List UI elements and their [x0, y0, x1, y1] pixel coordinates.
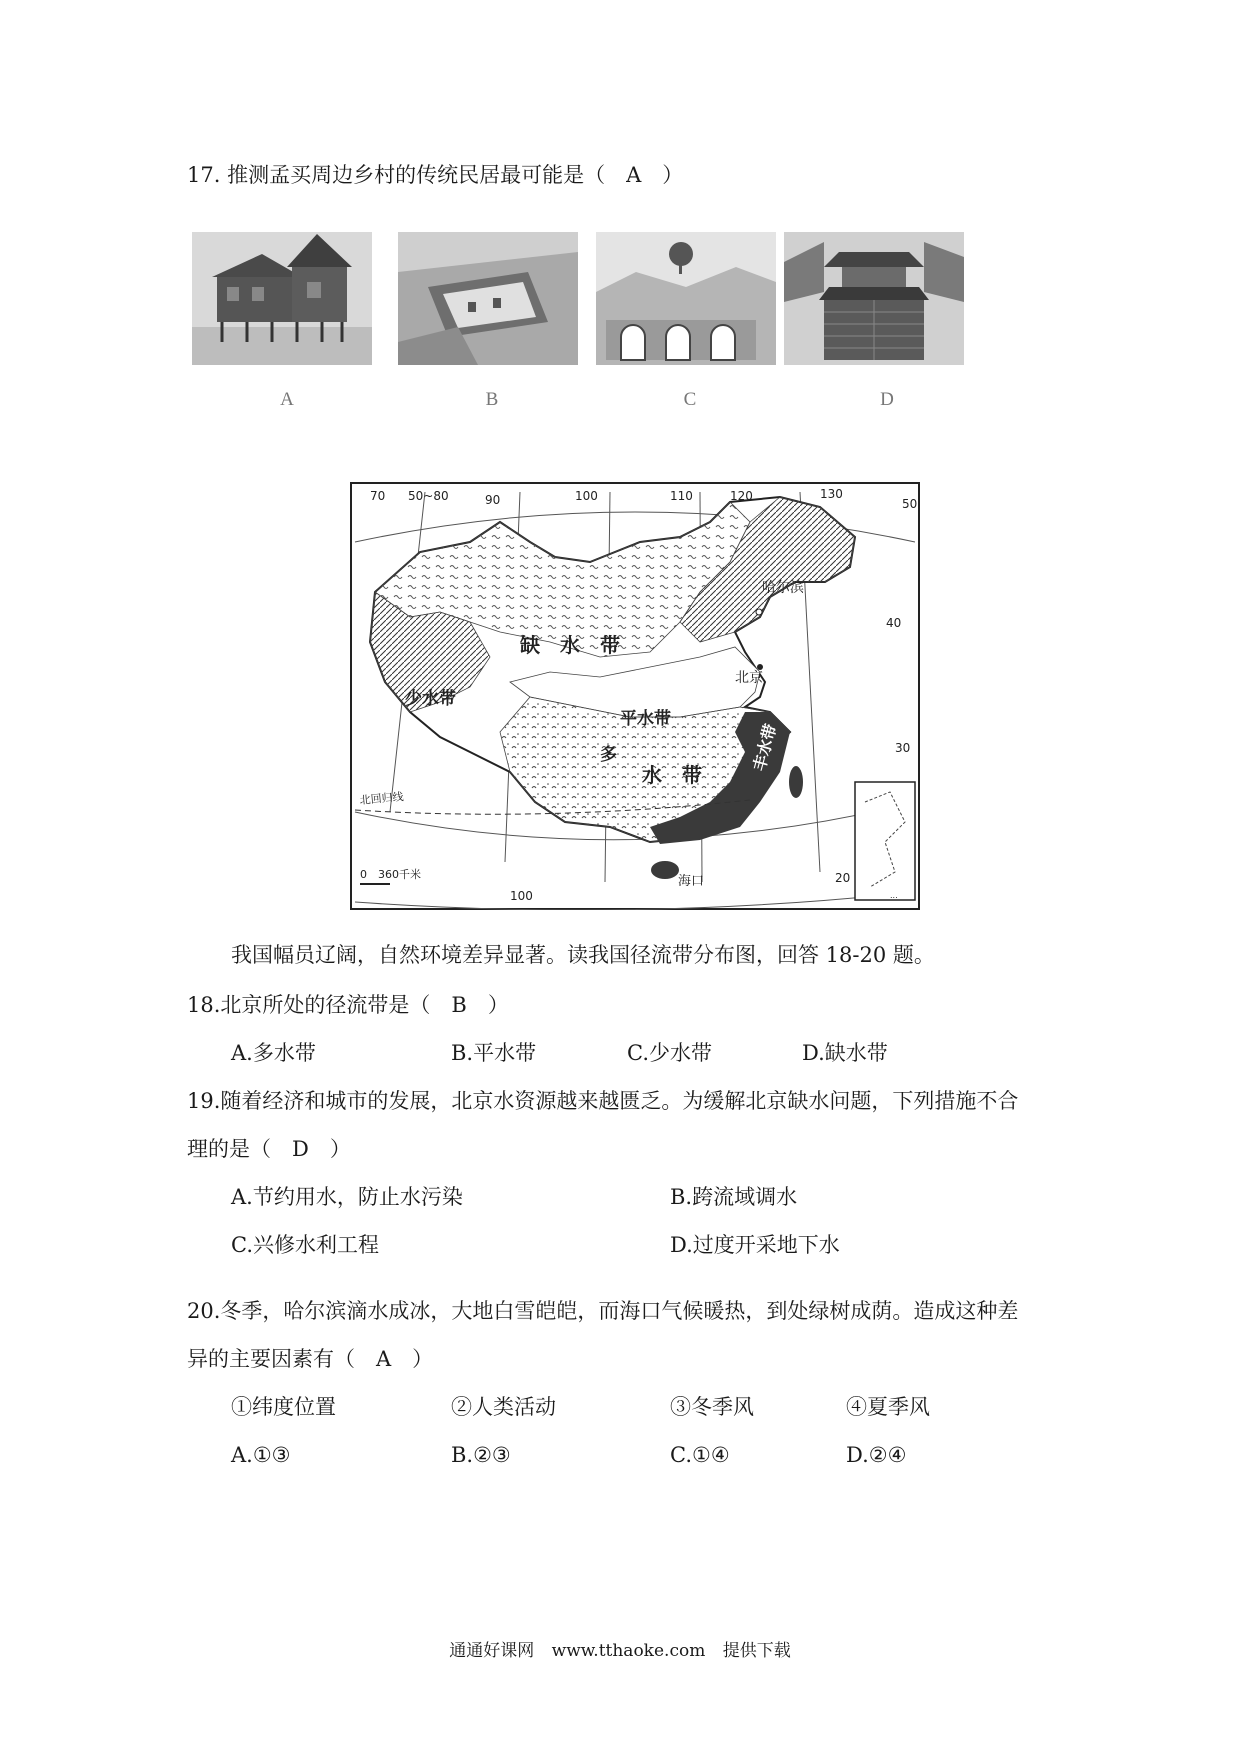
photo-d-courtyard-gate — [784, 232, 964, 365]
map-intro-text: 我国幅员辽阔，自然环境差异显著。读我国径流带分布图，回答 18-20 题。 — [231, 943, 935, 967]
city-harbin: 哈尔滨 — [762, 580, 804, 596]
photo-c-label: C — [683, 389, 697, 410]
q18-option-a: A.多水带 — [231, 1041, 316, 1065]
q20-option-b: B.②③ — [451, 1443, 511, 1467]
footer-note: 提供下载 — [722, 1641, 791, 1661]
lat-tick-50: 50 — [902, 497, 918, 511]
q20-factor-1: ①纬度位置 — [231, 1395, 336, 1419]
lon-tick-50-80: 50~80 — [408, 489, 449, 503]
q20-option-d: D.②④ — [846, 1443, 907, 1467]
photo-d-label: D — [880, 389, 894, 410]
zone-label-mid: 平水带 — [620, 709, 671, 729]
lon-tick-100: 100 — [575, 489, 598, 503]
footer-site-name: 通通好课网 — [449, 1641, 535, 1661]
q20-factor-4: ④夏季风 — [846, 1395, 930, 1419]
scale-label: 0 360千米 — [360, 868, 421, 881]
photo-c-hillside-cave — [596, 232, 776, 365]
question-17-text: 17. 推测孟买周边乡村的传统民居最可能是（ A ） — [187, 163, 684, 187]
lat-tick-30: 30 — [895, 741, 911, 755]
q19-option-d: D.过度开采地下水 — [670, 1233, 840, 1257]
photo-a-stilt-house — [192, 232, 372, 365]
zone-label-high-a: 多 — [600, 745, 617, 765]
q19-option-a: A.节约用水，防止水污染 — [231, 1185, 463, 1209]
city-beijing: 北京 — [735, 670, 763, 686]
page-footer — [0, 1636, 1240, 1661]
footer-url-link[interactable]: www.tthaoke.com — [551, 1641, 706, 1661]
lon-tick-120: 120 — [730, 489, 753, 503]
question-18-text: 18.北京所处的径流带是（ B ） — [187, 993, 509, 1017]
lon-tick-130: 130 — [820, 487, 843, 501]
zone-label-low: 少水带 — [405, 689, 456, 709]
q20-option-a: A.①③ — [231, 1443, 291, 1467]
q20-option-c: C.①④ — [670, 1443, 730, 1467]
question-19-text-line2: 理的是（ D ） — [187, 1137, 351, 1161]
zone-label-high-b: 水 带 — [642, 763, 702, 787]
tropic-of-cancer-label: 北回归线 — [359, 790, 405, 807]
lon-tick-70: 70 — [370, 489, 386, 503]
lat-tick-20: 20 — [835, 871, 851, 885]
question-19-text-line1: 19.随着经济和城市的发展，北京水资源越来越匮乏。为缓解北京缺水问题，下列措施不合 — [187, 1089, 1019, 1113]
q18-option-c: C.少水带 — [627, 1041, 712, 1065]
q18-option-d: D.缺水带 — [802, 1041, 888, 1065]
photo-b-label: B — [485, 389, 499, 410]
lon-tick-100-bottom: 100 — [510, 889, 533, 903]
photo-a-label: A — [280, 389, 294, 410]
inset-legend-hint: ... — [890, 891, 898, 900]
lat-tick-40: 40 — [886, 616, 902, 630]
q20-factor-3: ③冬季风 — [670, 1395, 754, 1419]
zone-label-rich: 丰水带 — [749, 721, 781, 774]
runoff-zone-map — [350, 482, 920, 910]
city-haikou: 海口 — [678, 874, 705, 889]
question-20-text-line1: 20.冬季，哈尔滨滴水成冰，大地白雪皑皑，而海口气候暖热，到处绿树成荫。造成这种差 — [187, 1299, 1019, 1323]
q19-option-b: B.跨流域调水 — [670, 1185, 798, 1209]
q18-option-b: B.平水带 — [451, 1041, 537, 1065]
q20-factor-2: ②人类活动 — [451, 1395, 556, 1419]
photo-b-courtyard-cave — [398, 232, 578, 365]
lon-tick-110: 110 — [670, 489, 693, 503]
question-20-text-line2: 异的主要因素有（ A ） — [187, 1347, 434, 1371]
zone-label-dry: 缺 水 带 — [520, 633, 620, 657]
q19-option-c: C.兴修水利工程 — [231, 1233, 379, 1257]
lon-tick-90: 90 — [485, 493, 501, 507]
